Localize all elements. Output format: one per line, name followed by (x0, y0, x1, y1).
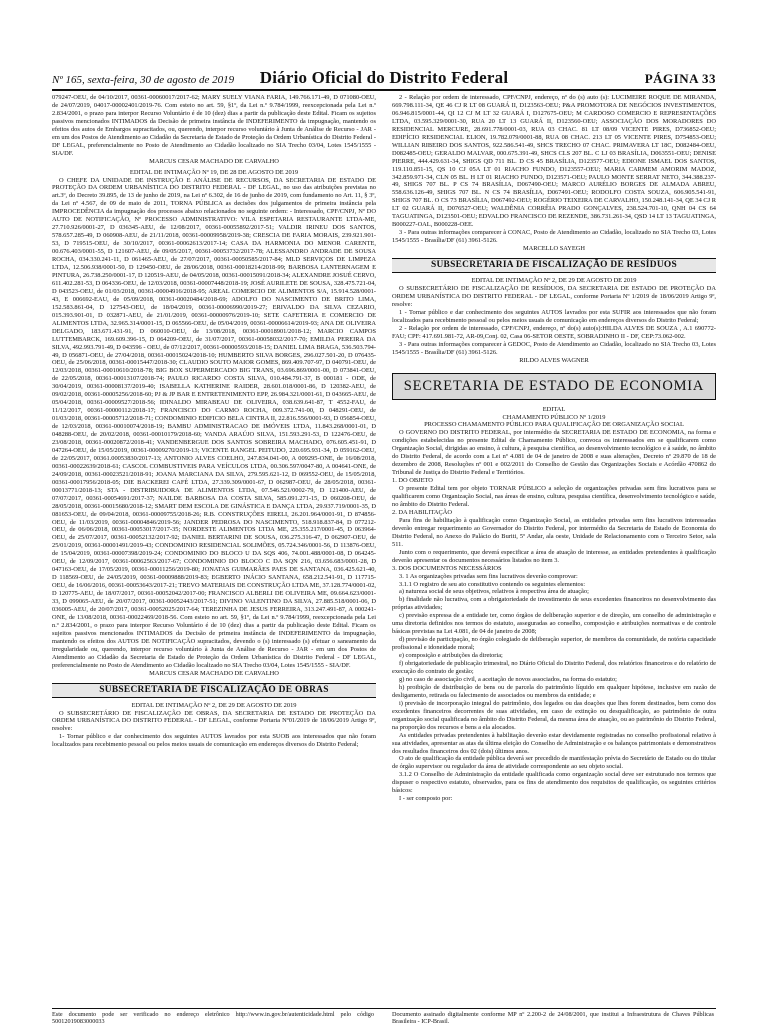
list-item: f) obrigatoriedade de publicação trimestral, no Diário Oficial do Distrito Federal, dos relatórios financeiros e do relatório de execução do contrato de gestão; (392, 660, 716, 675)
paragraph: 3.1.1 O registro de seu ato constitutivo contendo os seguintes elementos: (399, 580, 586, 588)
section-heading: 3. DOS DOCUMENTOS NECESSÁRIOS (392, 564, 502, 572)
list-item: I - ser composto por: (399, 795, 453, 803)
paragraph: 2 - Relação por ordem de interessado, CPF/CNPJ, endereço, nº do(s) auto(s):HILDA ALVES DE SOUZA , A.1 690772-FAU; CPF: 417.691.981-72, AR-09,Conj. 02, Casa 06-SETOR OESTE, SOBRADINHO II - DF, CEP:73.062-002. (392, 324, 716, 340)
signature: MARCELLO SAYEGH (522, 245, 586, 253)
list-item: c) previsão expressa de a entidade ter, como órgãos de deliberação superior e de direção, um conselho de administração e uma diretoria definidos nos termos do estatuto, asseguradas ao conselho, composição e atribuições normativas e de controle básicas previstas na Lei 4.081, de 04 de janeiro de 2008; (392, 612, 716, 636)
paragraph: 079247-OEU, de 04/10/2017, 00361-00060017/2017-62; MARY SUELY VIANA FARIA, 149.766.171-49, D 071080-OEU, de 24/07/2019, 04017-00002401/2019-76. Com esteio no art. 59, §1º, da Lei n.º 9.784/1999, reexcepcionada pela Lei n.º 2.834/2001, o prazo para interpor Recurso Voluntário é de 10 (dez) dias a partir da publicação deste Edital. Ficam os sujeitos passivos mencionados INTIMADOS da Decisão de primeira instância de INDEFERIMENTO da impugnação, mantendo os efeitos dos autos de Embargos supracitados, ou, querendo, interpor recurso voluntário à Junta de Análise de Recurso - JAR - em um dos Postos de Atendimento ao Cidadão da Secretaria de Estado de Proteção da Ordem Urbanística do Distrito Federal - DF LEGAL, preferencialmente no Posto de Atendimento ao Cidadão localizado no SIA Trecho 03/04, Lotes 1545/1555 - SIA/DF. (52, 94, 376, 157)
right-column (392, 94, 716, 1006)
list-item: h) proibição de distribuição de bens ou de parcela do patrimônio líquido em qualquer hipótese, inclusive em razão de desligamento, retirada ou falecimento de associados ou membros da entidade; e (392, 683, 716, 699)
paragraph: 1 - Tornar público e dar conhecimento dos seguintes AUTOS lavrados por esta SUFIR aos interessados que não foram localizados para recebimento pessoal ou pelos meios usuais de comunicação em endereços diversos do Distrito Federal; (392, 308, 716, 324)
section-banner-residuos: SUBSECRETARIA DE FISCALIZAÇÃO DE RESÍDUOS (392, 258, 716, 273)
edital-label: EDITAL (542, 405, 566, 413)
signature: RILDO ALVES WAGNER (519, 356, 589, 364)
paragraph: 1- Tornar público e dar conhecimento dos seguintes AUTOS lavrados por esta SUOB aos interessados que não foram localizados para recebimento pessoal ou pelos meios usuais de comunicação em endereços diversos do Distrito Federal; (52, 733, 376, 749)
page-number: PÁGINA 33 (644, 71, 716, 86)
paragraph: O presente Edital tem por objeto TORNAR PÚBLICO a seleção de organizações privadas sem fins lucrativos para se qualificarem como Organização Social, nas áreas de ensino, cultura, pesquisa científica, desenvolvimento tecnológico e saúde, no âmbito do Distrito Federal. (392, 485, 716, 508)
paragraph: As entidades privadas pretendentes à habilitação deverão estar devidamente registradas no conselho profissional relativo à sua atividades, apresentar as atas da última eleição do Conselho de Administração e os balanços patrimoniais e demonstrativos dos resultados financeiros dos 02 (dois) últimos anos. (392, 731, 716, 755)
section-heading: 2. DA HABILITAÇÃO (392, 508, 453, 516)
paragraph: O SUBSECRETÁRIO DE FISCALIZAÇÃO DE RESÍDUOS, DA SECRETARIA DE ESTADO DE PROTEÇÃO DA ORDEM URBANÍSTICA DO DISTRITO FEDERAL - DF LEGAL, conforme Portaria Nº 1/2019 de 18/06/2019 Artigo 9º, resolve: (392, 285, 716, 308)
paragraph: 3 - Para outras informações comparecer à CONAC, Posto de Atendimento ao Cidadão, localizado no SIA Trecho 03, Lotes 1545/1555 - Brasília/DF (61) 3961-5126. (392, 229, 716, 245)
paragraph: Para fins de habilitação à qualificação como Organização Social, as entidades privadas sem fins lucrativos interessadas deverão entregar requerimento ao Governador do Distrito Federal, por intermédio da Secretaria de Estado de Economia do Distrito Federal, no Anexo do Palácio do Buriti, 5º Andar, ala oeste, Unidade de Relacionamento com o Terceiro Setor, sala 511. (392, 516, 716, 548)
paragraph: O CHEFE DA UNIDADE DE INSTRUÇÃO E ANÁLISE DE RECURSOS, DA SECRETARIA DE ESTADO DE PROTEÇÃO DA ORDEM URBANÍSTICA DO DISTRITO FEDERAL - DF LEGAL, no uso das atribuições previstas no art.3º, do Decreto 39.895, de 13 de junho de 2019, na Lei nº 6.302, de 16 de junho de 2019, com fundamento no Art. 11, § 3º, da Lei nº 4.567, de 09 de maio de 2011, TORNA PÚBLICA as decisões dos julgamentos de primeira instância pela IMPROCEDÊNCIA da impugnação dos processos abaixo relacionados no seguinte ordem: - Interessado, CPF/CNPJ, Nº DO AUTO DE NOTIFICAÇÃO, Nº PROCESSO ADMINISTRATIVO: VILA ESPETARIA RESTAURANTE LTDA-ME, 27.710.926/0001-27, D 036345-AEU, de 12/08/2017, 00361-00055892/2017-51; VALDIR IRINEU DOS SANTOS, 578.657.285-49, D 060908-AEU, de 21/11/2018, 00361-00009958/2019-38; CRESCIA DE FARIA MORAIS, 239.921.901-53, D 719515-OEU, de 30/10/2017, 00361-00062613/2017-14; CASA DA HARMONIA DO MENOR CARENTE, 00.676.403/0001-55, D 121607-AEU, de 09/05/2017, 00361-00053732/2017-78; ALESSANDRO ANDRADE DE SOUSA ROCHA, 034.330.241-11, D 061465-AEU, de 27/07/2017, 00361-00050585/2017-84; MLD SERVIÇOS DE LIMPEZA LTDA, 12.506.938/0001-50, D 129450-OEU, de 28/06/2018, 00361-00018214/2018-99; BARBOSA LANTERNAGEM E PINTURA, 26.738.250/0001-17, D 120519-AEU, de 04/05/2018, 00361-00015091/2018-34; ALEXANDRE JOSUÉ CERVO, 611.402.281-53, D 064336-OEU, de 12/03/2018, 00361-00007448/2018-19; JOSÉ AURILETE DE SOUSA, 328.475.721-04, D 043523-OEU, de 01/03/2018, 00361-00004916/2018-95; AREAL COMERCIO DE ALIMENTOS S/A, 15.914.528/0001-43, E 006692-EAU, de 05/09/2018, 00361-00020484/2018-69; ADOLFO DO NASCIMENTO DE BRITO LIMA, 152.583.861-04, D 127543-OEU, de 18/04/2019, 00361-00006990/2019-27; ERIVALDO DA SILVA CEZARIO, 015.393.901-01, D 032871-AEU, de 21/01/2019, 00361-00000976/2019-10; SETE CAFETERIA E COMERCIO DE ALIMENTOS LTDA, 32.965.314/0001-15, D 065566-OEU, de 05/04/2019, 00361-00006614/2019-93; ANA DE OLIVEIRA DELGADO, 183.671.431-91, D 060010-OEU, de 13/08/2018, 00361-00018901/2018-12; MARCIO CAMPOS LUTTEMBARCK, 169.609.396-15, D 064209-OEU, de 31/07/2017, 00361-00058032/2017-70; EMILDA PEREIRA DA SILVA, 492.993.791-49, D 043596 - OEU, de 07/12/2017, 00361-00000593/2018-15; DANIEL LIMA BRAGA, 536.503.794-49, D 056871-OEU, de 27/04/2018, 00361-00015024/2018-10; HUMBERTO SILVA BORGES, 296.027.501-20, D 076435-OEU, de 25/06/2018, 00361-00015447/2018-30; CLAUDIO SOUTO MAIOR GOMES, 869.409.707-97, D 040791-OEU, de 12/03/2018, 00361-00010610/2018-78; BIG BOX SUPERMERCADO BIG TRANS, 03.696.869/0001-00, D 073841-OEU, de 22/05/2018, 00361-00013107/2018-74; PAULO RICARDO COSTA SILVA, 010.484.791-37, B 000181 - ODE, de 30/04/2019, 00361-00008137/2019-40; ISABELLA KATHERINE RAIDER, 28.601.018/0001-86, D 120382-AEU, de 09/02/2018, 00361-00005256/2018-60; PJ & JP BAR E ENTRETENIMENTO EPP, 26.984.321/0001-61, D 043665-AEU, de 05/04/2018, 00361-00009527/2018-56; IDINALDO MIRABEAU DE OLIVEIRA, 038.639.641-87, T 4552-FAU, de 11/12/2017, 00361-00000112/2018-17; FRANCISCO DO CARMO ROCHA, 009.372.741-00, D 048291-OEU, de 01/03/2018, 00361-00005712/2018-71; CONDOMINIO EDIFICIO BELA CINTRA II, 22.816.556/0001-93, D 056854-OEU, de 12/03/2018, 00361-00010074/2018-19; BAMBU ADMINISTRACAO DE IMÓVEIS LTDA, 11.843.268/0001-01, D 048288-OEU, de 20/02/2018, 00361-00010179/2018-60; VANDA ARAÚJO SILVA, 151.593.291-53, D 122476-OEU, de 23/08/2018, 00361-00020872/2018-41; VANDENBERGUE DOS SANTOS SOBREIRA MACHADO, 076.605.451-91, D 047264-OEU, de 15/05/2019, 00361-00009270/2019-13; VICENTE RANGEL PEITUDO, 220.695.931-34, D 059162-OEU, de 22/05/2017, 00361.00053830/2017-13; ANTONIO ALVES COELHO, 247.834.041-00, A 009295-ONE, de 16/08/2018, 00361-00022639/2018-61; CASCOL COMBUSTIVEIS PARA VEÍCULOS LTDA, 00.306.597/0047-80, A 004641-ONE, de 24/09/2018, 00361-00023521/2018-91; JOANA MARCIANA DA SILVA, 279.595.621-12, D 069552-OEU, de 15/05/2018, 00361-00017956/2018-05; DIE BACKEREI CAFÉ LTDA, 27.339.309/0001-67, D 062987-OEU, de 28/05/2018, 00361-00013771/2018-13; STA - DISTRIBUIDORA DE ALIMENTOS LTDA, 07.546.521/0002-79, D 121400-AEU, de 07/07/2017, 00361-00054691/2017-37; NAILDE BARBOSA DA COSTA SILVA, 585.091.271-15, D 060208-OEU, de 28/05/2018, 00361-00015680/2018-12; SMART DEM ESCOLA DE GINÁSTICA E DANÇA LTDA, 29.937.719/0001-35, D 081653-OEU, de 09/04/2018, 00361-00009755/2018-26; R.B. CONSTRUÇÕES EIRELI, 26.201.964/0001-91, D 874856-OEU, de 11/03/2019, 00361-00004846/2019-56; JANDER PEDROSA DO NASCIMENTO, 518.918.837-84, D 077212-OEU, de 06/06/2018, 00361-00053017/2017-35; NORDESTE ALIMENTOS LTDA ME, 25.355.217/0001-45, D 063964-OEU, de 25/07/2017, 00361-00052132/2017-92; DANIEL BERTARINI DE SOUSA, 036.275.316-47, D 062907-OEU, de 25/01/2019, 00361-00001491/2019-43; CONDOMINIO RESIDENCIAL SOLIMÕES, 05.724.346/0001-56, D 113876-OEU, de 15/04/2019, 00361-00007398/2019-24; CONDOMINIO DO BLOCO U DA SQS 406, 74.001.488/0001-08, D 064245-OEU, de 12/09/2017, 00361-00062563/2017-67; CONDOMINIO DO BLOCO C DA SQN 216, 03.656.683/0001-28, D 047163-OEU, de 17/05/2019, 00361-00011256/2019-80; JONATAS GUIMARÃES PAES DE SANTANA, 036.425.621-40, D 118569-OEU, de 24/05/2019, 00361-00009888/2019-83; EGBERTO INÁCIO SANTANA, 658.212.541-91, D 117715-OEU, de 16/06/2016, 00361-00053643/2017-21; TREVO MATERIAIS DE CONSTRUÇÃO LTDA ME, 37.128.774/0001-02, D 120775-AEU, de 18/07/2017, 00361-00052042/2017-00; FRANCISCO ALBERLI DE OLIVEIRA ME, 09.664.623/0001-33, D 099065-AEU, de 20/07/2017, 00361-00052443/2017-51; DIVINO VALENTINO DA SILVA, 27.885.518/0001-06, D 036005-AEU, de 20/07/2017, 00361-00052025/2017-64; TEREZINHA DE JESUS FERREIRA, 313.247.491-87, A 000241-ONE, de 13/08/2018, 00361-00022469/2018-56. Com esteio no art. 59, §1º, da Lei n.º 9.784/1999, reexcepcionada pela Lei n.º 2.834/2001, o prazo para interpor Recurso Voluntário é de 10 (dez) dias a partir da publicação deste Edital. Ficam os sujeitos passivos mencionados INTIMADOS da Decisão de primeira instância de INDEFERIMENTO da impugnação, mantendo os efeitos dos AUTOS DE NOTIFICAÇÃO supracitados, devendo o (s) interessado (s) efetuar o saneamento da irregularidade ou, querendo, interpor recurso voluntário à Junta de Análise de Recurso - JAR - em um dos Postos de Atendimento ao Cidadão da Secretaria de Estado de Proteção da Ordem Urbanística do Distrito Federal - DF LEGAL, preferencialmente no Posto de Atendimento ao Cidadão localizado no SIA Trecho 03/04, Lotes 1545/1555 - SIA/DF. (52, 176, 376, 669)
edital-title: EDITAL DE INTIMAÇÃO Nº 2, DE 29 DE AGOSTO DE 2019 (131, 701, 297, 709)
section-banner-economia: SECRETARIA DE ESTADO DE ECONOMIA (392, 373, 716, 400)
left-column (52, 94, 376, 1006)
page-header (52, 66, 716, 88)
footer-rule (52, 1008, 716, 1009)
chamamento-title: CHAMAMENTO PÚBLICO Nº 1/2019 (502, 413, 606, 421)
paragraph: 3 - Para outras informações comparecer à GEDOC, Posto de Atendimento ao Cidadão, localizado no SIA Trecho 03, Lotes 1545/1555 - Brasília/DF (61) 3961-5126. (392, 340, 716, 356)
section-heading: 1. DO OBJETO (392, 477, 433, 485)
issue-info: Nº 165, sexta-feira, 30 de agosto de 2019 (52, 74, 235, 86)
signature: MARCUS CESAR MACHADO DE CARVALHO (149, 157, 279, 165)
list-item: e) composição e atribuições da diretoria; (399, 652, 503, 660)
paragraph: 3.1.2 O Conselho de Administração da entidade qualificada como organização social deve ser estruturado nos termos que dispuser o respectivo estatuto, observados, para os fins de atendimento dos requisitos de qualificação, os seguintes critérios básicos: (392, 771, 716, 795)
paragraph: O SUBSECRETÁRIO DE FISCALIZAÇÃO DE OBRAS, DA SECRETARIA DE ESTADO DE PROTEÇÃO DA ORDEM URBANÍSTICA DO DISTRITO FEDERAL - DF LEGAL, conforme Portaria Nº01/2019 de 18/06/2019 Artigo 9º, resolve: (52, 709, 376, 733)
signature: MARCUS CESAR MACHADO DE CARVALHO (149, 669, 279, 677)
paragraph: Junto com o requerimento, que deverá especificar a área de atuação de interesse, as entidades pretendentes à qualificação deverão apresentar os documentos necessários listados no item 3. (392, 548, 716, 564)
paragraph: O GOVERNO DO DISTRITO FEDERAL, por intermédio da SECRETARIA DE ESTADO DE ECONOMIA, na forma e condições estabelecidas no presente Edital de Chamamento Público, convoca os interessados em se qualificarem como Organização Social, dirigidas ao ensino, à cultura, à pesquisa científica, ao desenvolvimento tecnológico e à saúde, no âmbito do Distrito Federal, de acordo com a Lei nº 4.081 de 04 de janeiro de 2008 e suas alterações, Decreto nº 29.870 de 18 de dezembro de 2008, Resoluções nº 001 e 002/2011 do Conselho de Gestão das Organizações Sociais e Acórdão 470862 do Tribunal de Justiça do Distrito Federal e Territórios. (392, 429, 716, 477)
paragraph: 3. 1 As organizações privadas sem fins lucrativos deverão comprovar: (399, 572, 578, 580)
list-item: g) no caso de associação civil, a aceitação de novos associados, na forma do estatuto; (399, 675, 617, 683)
masthead: Diário Oficial do Distrito Federal (259, 68, 509, 87)
list-item: i) previsão de incorporação integral do patrimônio, dos legados ou das doações que lhes forem destinados, bem como dos excedentes financeiros decorrentes de suas atividades, em caso de extinção ou desqualificação, ao patrimônio de outra organização social qualificada no âmbito do Distrito Federal, da mesma área de atuação, ou ao patrimônio do Distrito Federal, na proporção dos recursos e bens a ela alocados. (392, 699, 716, 731)
list-item: b) finalidade não lucrativa, com a obrigatoriedade de investimento de seus excedentes financeiros no desenvolvimento das próprias atividades; (392, 596, 716, 612)
edital-title: EDITAL DE INTIMAÇÃO Nº 2, DE 29 DE AGOSTO DE 2019 (471, 277, 637, 285)
header-rule (52, 89, 716, 91)
section-banner-obras: SUBSECRETARIA DE FISCALIZAÇÃO DE OBRAS (52, 683, 376, 698)
processo-title: PROCESSO CHAMAMENTO PÚBLICO PARA QUALIFICAÇÃO DE ORGANIZAÇÃO SOCIAL (424, 421, 684, 429)
list-item: a) natureza social de seus objetivos, relativos à respectiva área de atuação; (399, 588, 589, 596)
footer-verification: Este documento pode ser verificado no endereço eletrônico http://www.in.gov.br/autenticidade.html pelo código 50012019083000033 (52, 1011, 374, 1024)
paragraph: O ato de qualificação da entidade pública deverá ser precedido de manifestação prévia do Secretário de Estado ou do titular de órgão supervisor ou regulador da área de atividade correspondente ao seu objeto social. (392, 755, 716, 771)
paragraph: 2 - Relação por ordem de interessado, CPF/CNPJ, endereço, nº do (s) auto (s): LUCIMEIRE ROQUE DE MIRANDA, 669.798.111-34, QE 46 CJ R LT 08 GUARÁ II, D123563-OEU; P&A PROMOTORA DE NEGÓCIOS INVESTIMENTOS, 06.946.815/0001-44, QI 12 CJ M LT 32 GUARÁ I, D127675-OEU; M CARDOSO COMERCIO E REPRESENTAÇÕES LTDA, 03.595.329/0001-30, RUA 20 LT 13 GUARÁ II, D123560-OEU; ASSOCIAÇÃO DOS MORADORES DO RESIDENCIAL MERCURE, 28.691.778/0001-03, RUA 03 CHAC. 81 LT 08/09 VICENTE PIRES, D736852-OEU; EDIFÍCIO RESIDENCIAL ELION, 19.782.079/0001-88, RUA 08 CHAC. 213 LT 05 VICENTE PIRES, D754853-OEU; WILLIAN RIBEIRO DOS SANTOS, 922.586.541-49, SHCS TRECHO 07 CHAC. PRIMAVERA LT 18C, D082484-OEU, D082485-OEU; GERALDO MALVAR, 000.675.391-49, SHCS CLS 207 BL. C LJ 03 BRASÍLIA, D063551-OEU; DENISE PIERRE, 444.429.631-34, SHIGS QD 711 BL. D CS 45 BRASÍLIA, D123577-OEU; EDIONE ISMAEL DOS SANTOS, 119.110.851-15, QS 10 CJ 05A LT 01 RIACHO FUNDO, D123557-OEU; MARIA CARMEM AMORIM MADOZ, 342.859.971-34, CLN 05 BL. H LT 01 RIACHO FUNDO, D123571-OEU; PAULO MONTE SERRAT NETO, 344.388.237-49, SHIGS 707 BL. P CS 74 BRASÍLIA, D067490-OEU; MARCO AURÉLIO BORGES DE ALMADA ABREU, 558.636.126-49, SHIGS 707 BL. N CS 74 BRASÍLIA, D067491-OEU; RODOLFO COSTA SOUZA, 606.905.541-91, SHIGS 707 BL. O CS 73 BRASÍLIA, D067492-OEU; ROGÉRIO TEIXEIRA DE CARVALHO, 150.248.141-34, QE 34 CJ R LT 02 GUARÁ II, D076527-OEU; WALDÊNIA CORRÊIA PRADO GONÇALVES, 238.524.701-10, QNH 04 CS 64 TAGUATINGA, D123501-OEU; EDVALDO FRANCISCO DE REZENDE, 386.731.261-34, QSD 14 LT 13 TAGUATINGA, B000227-OAL, B000228-OEE. (392, 94, 716, 229)
edital-title: EDITAL DE INTIMAÇÃO Nº 19, DE 28 DE AGOSTO DE 2019 (129, 168, 299, 176)
footer-signature-note: Documento assinado digitalmente conforme MP nº 2.200-2 de 24/08/2001, que institui a Infraestrutura de Chaves Públicas Brasileira - ICP-Brasil. (392, 1011, 714, 1024)
list-item: d) previsão de participação, no órgão colegiado de deliberação superior, de membros da comunidade, de notória capacidade profissional e idoneidade moral; (392, 636, 716, 652)
